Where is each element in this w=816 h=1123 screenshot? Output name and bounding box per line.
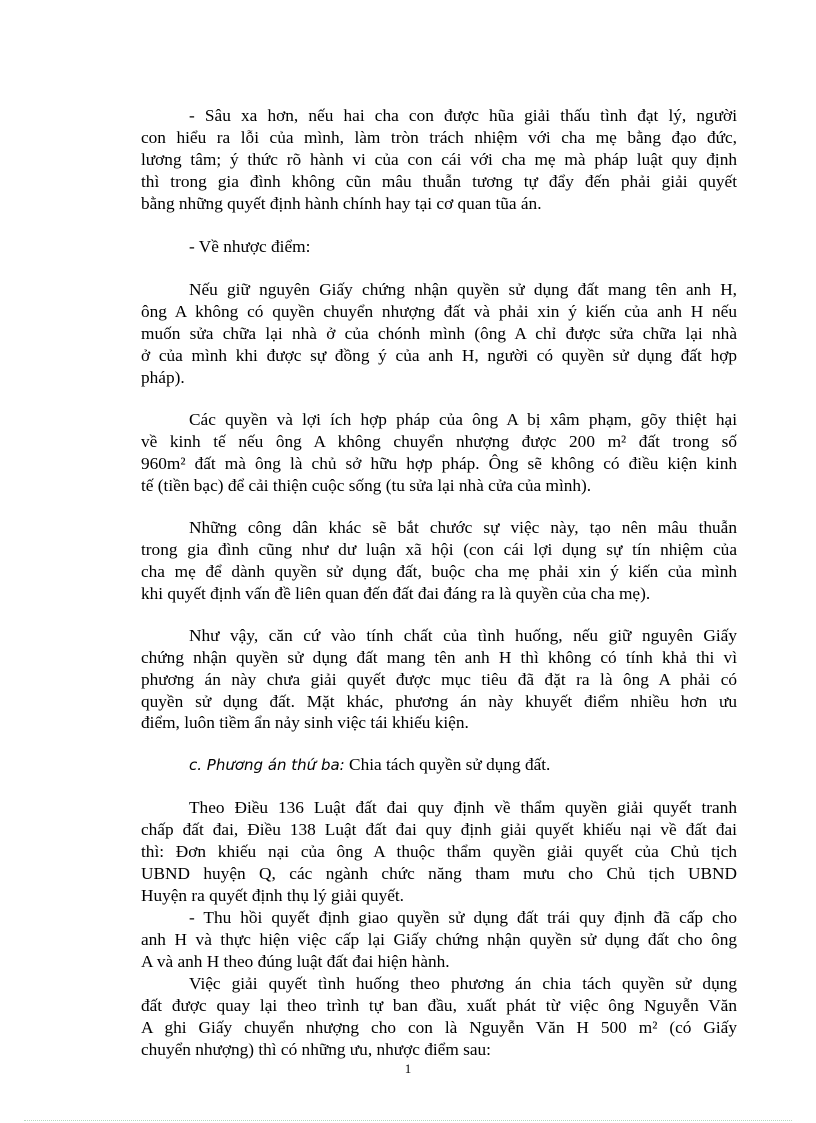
paragraph-line: A và anh H theo đúng luật đất đai hiện hành. (141, 952, 450, 971)
paragraph-line: quyền sử dụng đất. Mặt khác, phương án này khuyết điểm nhiều hơn ưu (141, 692, 737, 711)
paragraph-line: chuyển nhượng) thì có những ưu, nhược điểm sau: (141, 1040, 491, 1059)
paragraph-line: phương án này chưa giải quyết được mục tiêu đã đặt ra là ông A phải có (141, 670, 737, 689)
paragraph-line: Việc giải quyết tình huống theo phương án chia tách quyền sử dụng (189, 974, 737, 993)
paragraph-line: Các quyền và lợi ích hợp pháp của ông A bị xâm phạm, gõy thiệt hại (189, 410, 737, 429)
paragraph-line: đất được quay lại theo trình tự ban đầu, xuất phát từ việc ông Nguyễn Văn (141, 996, 737, 1015)
paragraph-line: điểm, luôn tiềm ẩn nảy sinh việc tái khiếu kiện. (141, 713, 469, 732)
paragraph-line: - Thu hồi quyết định giao quyền sử dụng đất trái quy định đã cấp cho (189, 908, 737, 927)
paragraph-line: A ghi Giấy chuyển nhượng cho con là Nguyễn Văn H 500 m² (có Giấy (141, 1018, 737, 1037)
paragraph-line: chứng nhận quyền sử dụng đất mang tên anh H thì không có tính khả thi vì (141, 648, 737, 667)
paragraph-line: Huyện ra quyết định thụ lý giải quyết. (141, 886, 405, 905)
paragraph-line: chấp đất đai, Điều 138 Luật đất đai quy định giải quyết khiếu nại về đất đai (141, 820, 737, 839)
paragraph-line: Nếu giữ nguyên Giấy chứng nhận quyền sử dụng đất mang tên anh H, (189, 280, 737, 299)
paragraph-line: trong gia đình cũng như dư luận xã hội (con cái lợi dụng sự tín nhiệm của (141, 540, 737, 559)
paragraph-line: Theo Điều 136 Luật đất đai quy định về thẩm quyền giải quyết tranh (189, 798, 737, 817)
paragraph-line: pháp). (141, 368, 185, 387)
paragraph-line: về kinh tế nếu ông A không chuyển nhượng được 200 m² đất trong số (141, 432, 737, 451)
paragraph-line: khi quyết định vấn đề liên quan đến đất đai đáng ra là quyền của cha mẹ). (141, 584, 651, 603)
paragraph-line: ở của mình khi được sự đồng ý của anh H, người có quyền sử dụng đất hợp (141, 346, 737, 365)
paragraph-line: - Về nhược điểm: (189, 237, 311, 256)
paragraph-line: con hiểu ra lỗi của mình, làm tròn trách nhiệm với cha mẹ bằng đạo đức, (141, 128, 737, 147)
paragraph-line: bằng những quyết định hành chính hay tại cơ quan tũa án. (141, 194, 542, 213)
paragraph-line: anh H và thực hiện việc cấp lại Giấy chứng nhận quyền sử dụng đất cho ông (141, 930, 737, 949)
section-heading (189, 754, 737, 776)
section-heading-title: Chia tách quyền sử dụng đất. (344, 755, 551, 774)
page-number: 1 (404, 1061, 412, 1076)
paragraph-line: Như vậy, căn cứ vào tính chất của tình huống, nếu giữ nguyên Giấy (189, 626, 737, 645)
paragraph-line: cha mẹ để dành quyền sử dụng đất, buộc cha mẹ phải xin ý kiến của mình (141, 562, 737, 581)
paragraph-line: UBND huyện Q, các ngành chức năng tham mưu cho Chủ tịch UBND (141, 864, 737, 883)
paragraph-line: ông A không có quyền chuyển nhượng đất và phải xin ý kiến của anh H nếu (141, 302, 737, 321)
paragraph-line: muốn sửa chữa lại nhà ở của chónh mình (ông A chỉ được sửa chữa lại nhà (141, 324, 737, 343)
paragraph-line: thì: Đơn khiếu nại của ông A thuộc thẩm quyền giải quyết của Chủ tịch (141, 842, 737, 861)
page-boundary-divider (24, 1120, 792, 1121)
paragraph-line: 960m² đất mà ông là chủ sở hữu hợp pháp. Ông sẽ không có điều kiện kinh (141, 454, 737, 473)
section-heading-label: c. Phương án thứ ba: (189, 756, 345, 774)
paragraph-line: - Sâu xa hơn, nếu hai cha con được hũa giải thấu tình đạt lý, người (189, 106, 737, 125)
paragraph-line: Những công dân khác sẽ bắt chước sự việc này, tạo nên mâu thuẫn (189, 518, 737, 537)
paragraph-line: tế (tiền bạc) để cải thiện cuộc sống (tu sửa lại nhà cửa của mình). (141, 476, 592, 495)
paragraph-line: thì trong gia đình không cũn mâu thuẫn tương tự đẩy đến phải giải quyết (141, 172, 737, 191)
paragraph-line: lương tâm; ý thức rõ hành vi của con cái với cha mẹ mà pháp luật quy định (141, 150, 737, 169)
